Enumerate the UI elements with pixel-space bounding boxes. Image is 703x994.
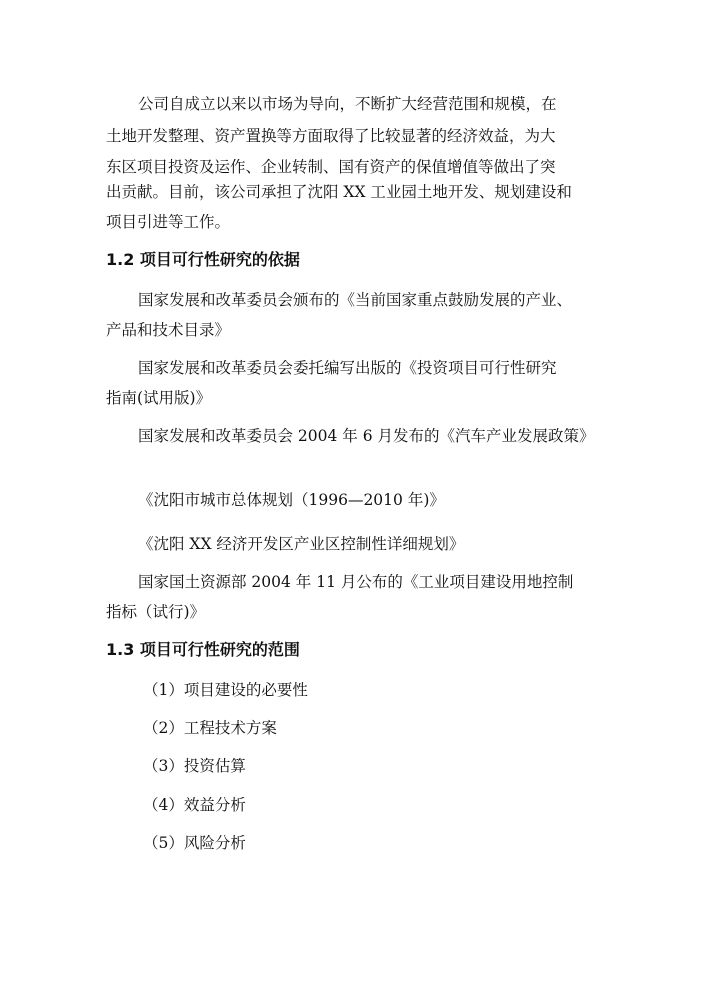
basis-item-line: 国家发展和改革委员会委托编写出版的《投资项目可行性研究 (138, 359, 557, 377)
section-heading: 1.3 项目可行性研究的范围 (106, 640, 300, 659)
scope-list-item: （4）效益分析 (143, 796, 246, 814)
paragraph-line: 土地开发整理、资产置换等方面取得了比较显著的经济效益，为大 (106, 127, 556, 145)
basis-item-line: 指南(试用版)》 (106, 389, 212, 407)
scope-list-item: （5）风险分析 (143, 834, 246, 852)
paragraph-line: 公司自成立以来以市场为导向，不断扩大经营范围和规模，在 (138, 95, 557, 113)
basis-item-line: 指标（试行)》 (106, 603, 206, 621)
basis-item-line: 国家发展和改革委员会颁布的《当前国家重点鼓励发展的产业、 (138, 291, 573, 309)
section-heading: 1.2 项目可行性研究的依据 (106, 250, 300, 269)
basis-item-line: 《沈阳市城市总体规划（1996—2010 年)》 (138, 491, 445, 509)
basis-item-line: 国家发展和改革委员会 2004 年 6 月发布的《汽车产业发展政策》 (138, 427, 595, 445)
paragraph-line: 出贡献。目前，该公司承担了沈阳 XX 工业园土地开发、规划建设和 (106, 183, 572, 201)
scope-list-item: （1）项目建设的必要性 (143, 681, 308, 699)
scope-list-item: （2）工程技术方案 (143, 719, 277, 737)
paragraph-line: 项目引进等工作。 (106, 213, 231, 231)
scope-list-item: （3）投资估算 (143, 757, 246, 775)
basis-item-line: 国家国土资源部 2004 年 11 月公布的《工业项目建设用地控制 (138, 573, 574, 591)
paragraph-line: 东区项目投资及运作、企业转制、国有资产的保值增值等做出了突 (106, 158, 556, 176)
basis-item-line: 产品和技术目录》 (106, 321, 231, 339)
basis-item-line: 《沈阳 XX 经济开发区产业区控制性详细规划》 (138, 535, 465, 553)
